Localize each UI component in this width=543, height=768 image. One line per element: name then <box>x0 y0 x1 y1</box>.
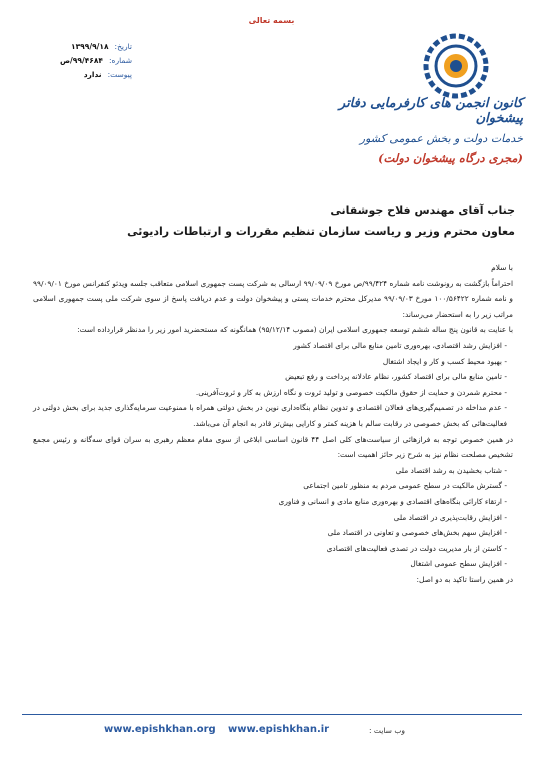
list-item: - افزایش رقابت‌پذیری در اقتصاد ملی <box>393 512 507 522</box>
org-line-1: کانون انجمن های کارفرمایی دفاتر پیشخوان <box>338 96 523 126</box>
meta-attachment-value: ندارد <box>83 70 102 79</box>
list-item: - عدم مداخله در تصمیم‌گیری‌های فعالان اقتصادی و تدوین نظام بنگاه‌داری نوین در بخش دولتی همراه با ممنوعیت سرمایه‌گذاری جدید برای بخش دولتی در فعالیت‌هائی که بخش خصوصی در رقابت سالم با هزینه کمتر و کارایی بیش‌تر قادر به انجام آن می‌باشد. <box>33 403 507 428</box>
list-item: - شتاب بخشیدن به رشد اقتصاد ملی <box>395 465 507 475</box>
list-item: - افزایش سطح عمومی اشتغال <box>410 559 507 569</box>
paragraph-3: در همین خصوص توجه به فرازهائی از سیاست‌های کلی اصل ۴۴ قانون اساسی ابلاغی از سوی مقام معظم رهبری به سران قوای سه‌گانه و رئیس مجمع تشخیص مصلحت نظام نیز به شرح زیر حائز اهمیت است: <box>33 434 514 460</box>
list-item: - بهبود محیط کسب و کار و ایجاد اشتغال <box>382 356 507 366</box>
meta-number-value: ۹۹/۴۶۸۴/ص <box>59 56 104 65</box>
meta-date <box>22 42 132 51</box>
meta-attachment <box>22 70 132 79</box>
website-link-ir[interactable]: www.epishkhan.ir <box>228 724 330 735</box>
list-item: - تامین منابع مالی برای اقتصاد کشور، نظام عادلانه پرداخت و رفع تبعیض <box>285 372 507 382</box>
basmala: بسمه تعالی <box>248 16 295 25</box>
list-item: - محترم شمردن و حمایت از حقوق مالکیت خصوصی و تولید ثروت و نگاه ارزش به کار و ثروت‌آفرینی. <box>195 387 507 397</box>
meta-date-label: تاریخ: <box>114 42 132 51</box>
organization-logo <box>418 28 494 104</box>
org-line-3: (مجری درگاه پیشخوان دولت) <box>378 151 523 165</box>
greeting: با سلام <box>491 263 513 272</box>
list-item: - کاستن از بار مدیریت دولت در تصدی فعالیت‌های اقتصادی <box>326 543 507 553</box>
goals-list <box>33 338 513 432</box>
addressee-title: معاون محترم وزیر و ریاست سازمان تنظیم مقررات و ارتباطات رادیوئی <box>127 225 515 238</box>
paragraph-1: احتراماً بازگشت به رونوشت نامه شماره ۹۹/۴۲۴/ص مورخ ۹۹/۰۹/۰۹ ارسالی به شرکت پست جمهوری اسلامی متعاقب جلسه ویدئو کنفرانس مورخ ۹۹/۰۹/۰۱ و نامه شماره ۱۰۰/۵۶۴۲۲ مورخ ۹۹/۰۹/۰۳ مدیرکل محترم خدمات پستی و پیشخوان دولت و عدم دریافت پاسخ از سوی شرکت ملی پست جمهوری اسلامی مراتب زیر را به استحضار می‌رساند: <box>33 278 513 319</box>
addressee-name: جناب آقای مهندس فلاح جوشقانی <box>330 204 515 217</box>
policy-list <box>33 463 513 572</box>
letter-body <box>33 260 513 587</box>
footer <box>0 722 543 744</box>
meta-attachment-label: پیوست: <box>107 70 132 79</box>
list-item: - افزایش رشد اقتصادی، بهره‌وری تامین منابع مالی برای اقتصاد کشور <box>293 340 507 350</box>
list-item: - ارتقاء کارائی بنگاه‌های اقتصادی و بهره‌وری منابع مادی و انسانی و فناوری <box>278 496 507 506</box>
meta-number <box>22 56 132 65</box>
list-item: - گسترش مالکیت در سطح عمومی مردم به منظور تامین اجتماعی <box>303 481 507 491</box>
organization-name <box>303 96 523 165</box>
paragraph-2: با عنایت به قانون پنج ساله ششم توسعه جمهوری اسلامی ایران (مصوب ۹۵/۱۲/۱۴) همانگونه که مستحضرید امور زیر را مدنظر قرارداده است: <box>77 325 513 335</box>
footer-divider <box>22 714 522 715</box>
letter-meta <box>22 42 132 84</box>
addressee <box>55 204 515 238</box>
closing-line: در همین راستا تاکید به دو اصل: <box>416 574 513 584</box>
meta-date-value: ۱۳۹۹/۹/۱۸ <box>71 42 109 51</box>
list-item: - افزایش سهم بخش‌های خصوصی و تعاونی در اقتصاد ملی <box>327 528 507 538</box>
website-label: وب سایت : <box>369 726 405 735</box>
website-link-org[interactable]: www.epishkhan.org <box>104 724 216 735</box>
meta-number-label: شماره: <box>109 56 132 65</box>
org-line-2: خدمات دولت و بخش عمومی کشور <box>359 132 523 145</box>
